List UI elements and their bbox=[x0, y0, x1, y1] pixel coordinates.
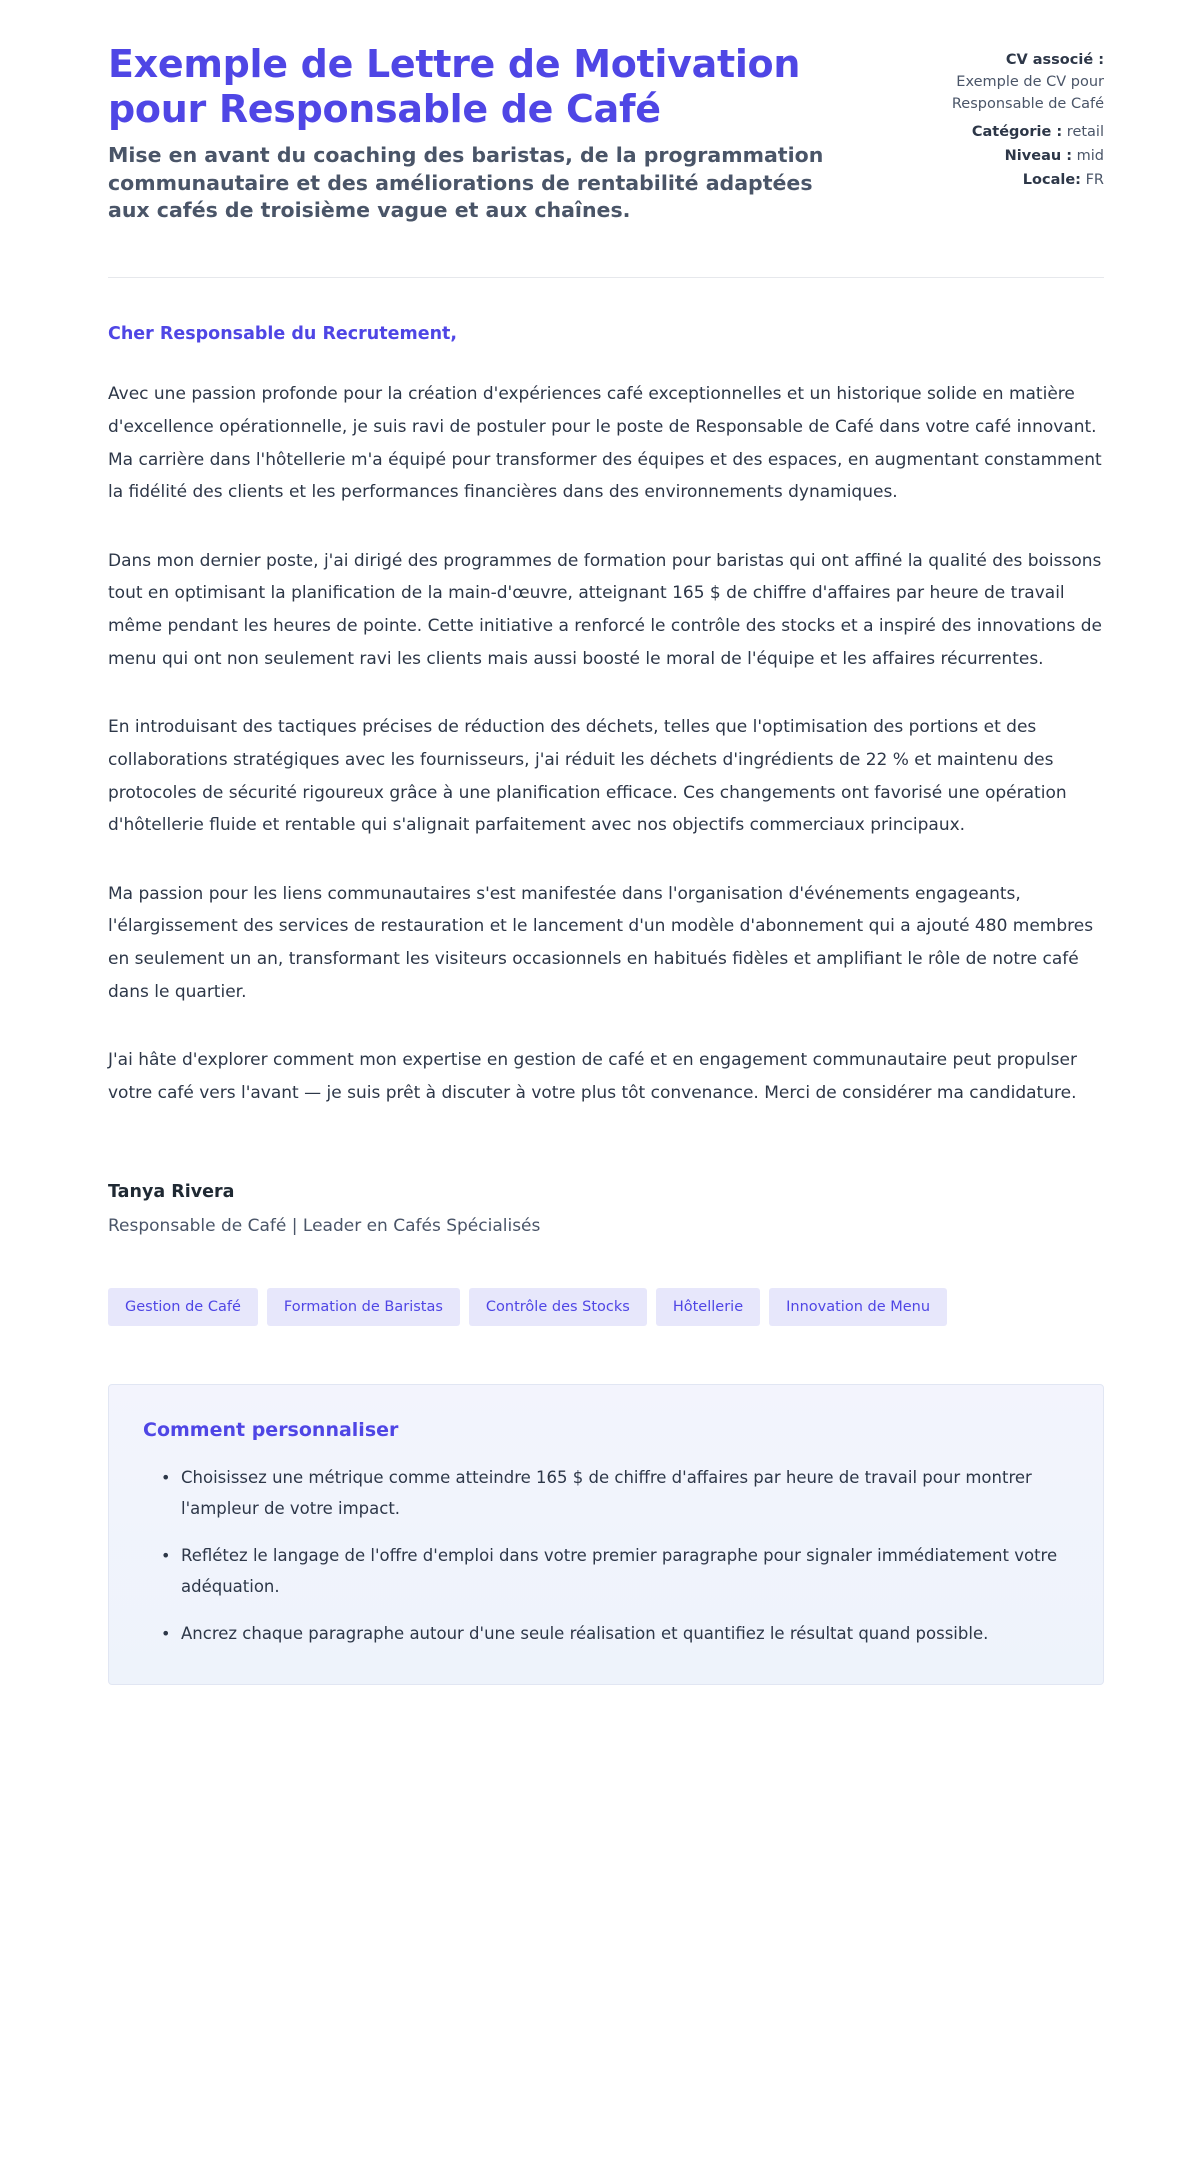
metadata-level-value: mid bbox=[1076, 148, 1104, 164]
metadata-category bbox=[899, 122, 1104, 144]
tips-list-item: • Reflétez le langage de l'offre d'emploi dans votre premier paragraphe pour signaler immédiatement votre adéquation. bbox=[167, 1541, 1065, 1602]
tips-list-item: • Ancrez chaque paragraphe autour d'une seule réalisation et quantifiez le résultat quand possible. bbox=[167, 1619, 1065, 1650]
metadata-locale-value: FR bbox=[1085, 171, 1104, 188]
metadata-category-label: Catégorie : bbox=[971, 124, 1063, 141]
metadata-category-value: retail bbox=[1066, 124, 1104, 141]
tag-chip[interactable]: Innovation de Menu bbox=[769, 1288, 947, 1327]
tag-chip[interactable]: Hôtellerie bbox=[656, 1288, 760, 1327]
signature-name: Tanya Rivera bbox=[108, 1181, 235, 1202]
metadata-associated-value: Exemple de CV pour Responsable de Café bbox=[951, 73, 1104, 112]
tag-list bbox=[108, 1288, 1104, 1327]
letter-salutation: Cher Responsable du Recrutement, bbox=[108, 324, 458, 345]
tips-panel-title: Comment personnaliser bbox=[143, 1419, 399, 1442]
tag-chip[interactable]: Contrôle des Stocks bbox=[469, 1288, 647, 1327]
signature-role: Responsable de Café | Leader en Cafés Spécialisés bbox=[108, 1215, 541, 1236]
tag-chip[interactable]: Gestion de Café bbox=[108, 1288, 258, 1327]
header-divider bbox=[108, 277, 1104, 278]
metadata-locale-label: Locale: bbox=[1022, 171, 1081, 188]
letter-paragraph: J'ai hâte d'explorer comment mon expertise en gestion de café et en engagement communautaire peut propulser votre café vers l'avant — je suis prêt à discuter à votre plus tôt convenance. Merci de considérer ma candidature. bbox=[108, 1050, 1077, 1103]
letter-signature bbox=[108, 1182, 1104, 1236]
metadata-associated-resume bbox=[899, 50, 1104, 115]
metadata-associated-label: CV associé : bbox=[1005, 52, 1104, 68]
cover-letter-body bbox=[108, 324, 1104, 1109]
tag-chip[interactable]: Formation de Baristas bbox=[267, 1288, 460, 1327]
letter-paragraph: En introduisant des tactiques précises de réduction des déchets, telles que l'optimisation des portions et des collaborations stratégiques avec les fournisseurs, j'ai réduit les déchets d'ingrédients de 22 % et maintenu des protocoles de sécurité rigoureux grâce à une planification efficace. Ces changements ont favorisé une opération d'hôtellerie fluide et rentable qui s'alignait parfaitement avec nos objectifs commerciaux principaux. bbox=[108, 717, 1067, 836]
page-title: Exemple de Lettre de Motivation pour Responsable de Café bbox=[108, 42, 801, 131]
header-text-block bbox=[108, 42, 859, 225]
metadata-level bbox=[899, 146, 1104, 168]
tips-list-item: • Choisissez une métrique comme atteindre 165 $ de chiffre d'affaires par heure de travail pour montrer l'ampleur de votre impact. bbox=[167, 1463, 1065, 1524]
metadata-level-label: Niveau : bbox=[1004, 148, 1073, 164]
page-subtitle: Mise en avant du coaching des baristas, de la programmation communautaire et des améliorations de rentabilité adaptées aux cafés de troisième vague et aux chaînes. bbox=[108, 142, 824, 223]
metadata-locale bbox=[899, 170, 1104, 192]
letter-paragraph: Avec une passion profonde pour la création d'expériences café exceptionnelles et un historique solide en matière d'excellence opérationnelle, je suis ravi de postuler pour le poste de Responsable de Café dans votre café innovant. Ma carrière dans l'hôtellerie m'a équipé pour transformer des équipes et des espaces, en augmentant constamment la fidélité des clients et les performances financières dans des environnements dynamiques. bbox=[108, 384, 1102, 503]
metadata-panel bbox=[899, 42, 1104, 194]
letter-paragraph: Ma passion pour les liens communautaires s'est manifestée dans l'organisation d'événements engageants, l'élargissement des services de restauration et le lancement d'un modèle d'abonnement qui a ajouté 480 membres en seulement un an, transformant les visiteurs occasionnels en habitués fidèles et amplifiant le rôle de notre café dans le quartier. bbox=[108, 883, 1094, 1002]
tips-list bbox=[143, 1463, 1065, 1650]
customization-tips-panel bbox=[108, 1384, 1104, 1685]
document-header bbox=[108, 42, 1104, 225]
letter-paragraph: Dans mon dernier poste, j'ai dirigé des programmes de formation pour baristas qui ont affiné la qualité des boissons tout en optimisant la planification de la main-d'œuvre, atteignant 165 $ de chiffre d'affaires par heure de travail même pendant les heures de pointe. Cette initiative a renforcé le contrôle des stocks et a inspiré des innovations de menu qui ont non seulement ravi les clients mais aussi boosté le moral de l'équipe et les affaires récurrentes. bbox=[108, 550, 1103, 669]
